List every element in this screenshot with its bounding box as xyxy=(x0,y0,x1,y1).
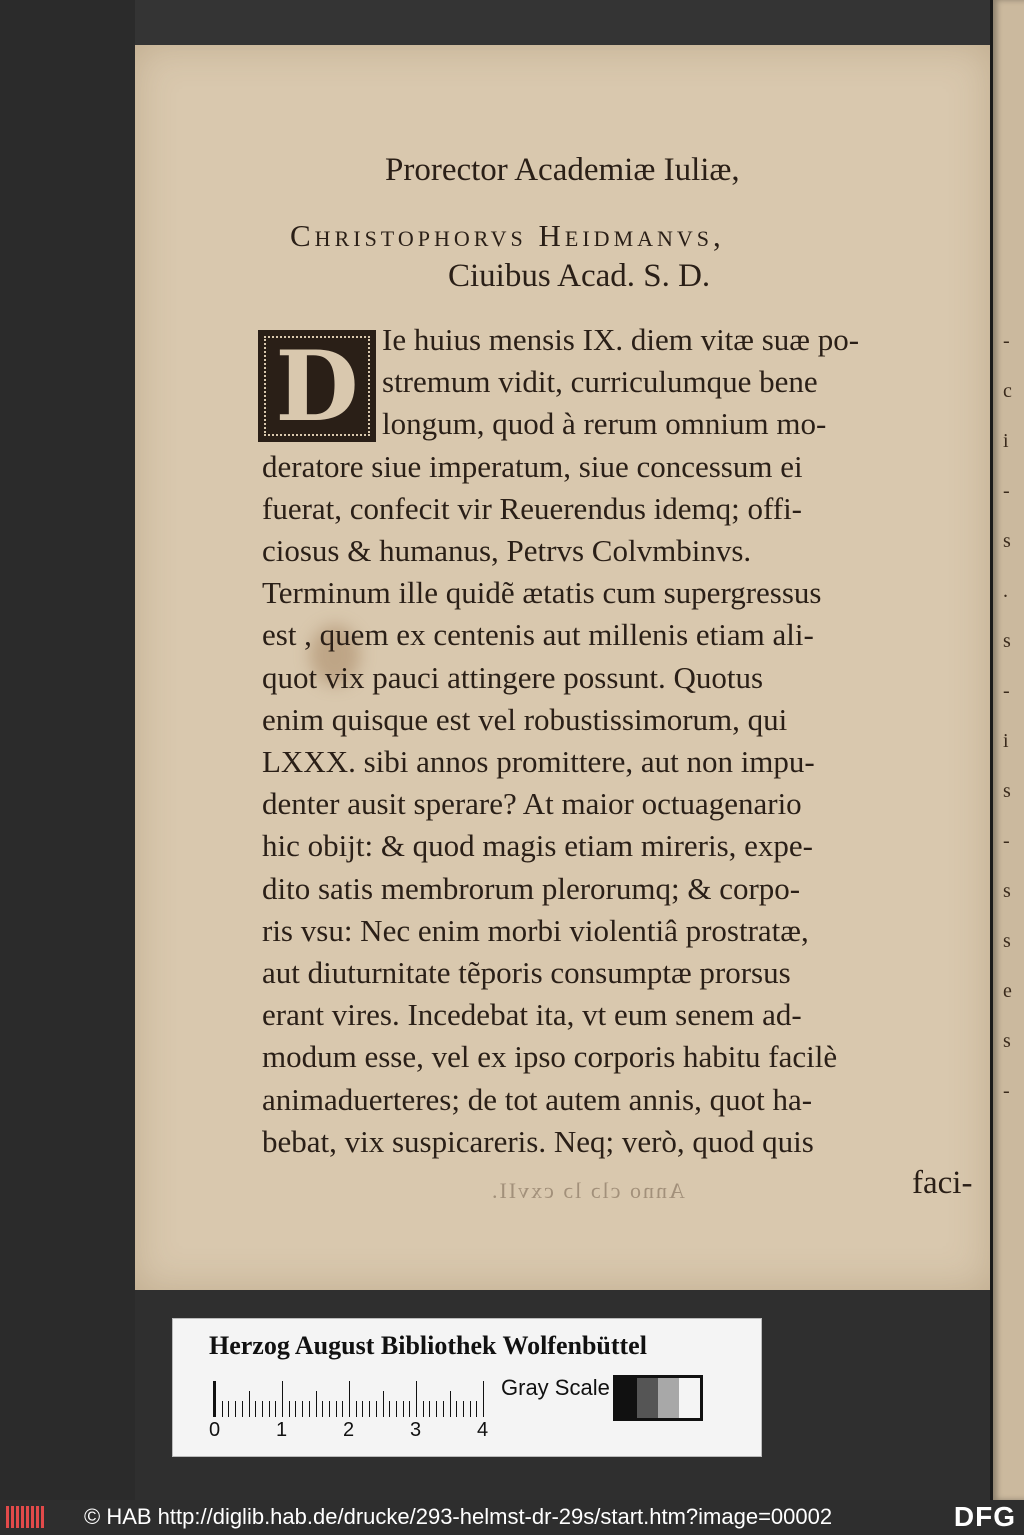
scale-tick xyxy=(349,1381,350,1417)
scale-tick xyxy=(222,1401,223,1417)
text-line: bebat, vix suspicareris. Neq; verò, quod quis xyxy=(262,1123,814,1159)
scale-tick xyxy=(409,1401,410,1417)
scale-tick xyxy=(403,1401,404,1417)
scale-number: 1 xyxy=(276,1419,288,1441)
facing-page-letter: c xyxy=(1003,380,1012,402)
scale-tick xyxy=(282,1381,283,1417)
scale-tick xyxy=(329,1401,330,1417)
drop-cap-initial: D xyxy=(258,330,376,442)
text-line: deratore siue imperatum, siue concessum ei xyxy=(262,448,803,484)
scale-tick xyxy=(476,1401,477,1417)
scale-tick xyxy=(483,1381,484,1417)
text-line: LXXX. sibi annos promittere, aut non impu- xyxy=(262,744,815,779)
scale-tick xyxy=(436,1401,437,1417)
scale-tick xyxy=(242,1401,243,1417)
facing-page-letter: - xyxy=(1003,330,1010,352)
facing-page-letter: s xyxy=(1003,530,1011,552)
scale-number: 4 xyxy=(477,1419,489,1441)
scan-background-left xyxy=(0,0,135,1500)
scale-tick xyxy=(429,1401,430,1417)
text-line: enim quisque est vel robustissimorum, qui xyxy=(262,701,788,737)
facing-page-letter: s xyxy=(1003,780,1011,802)
facing-page-letter: i xyxy=(1003,730,1009,752)
facing-page-edge xyxy=(990,0,1024,1500)
scale-tick xyxy=(302,1401,303,1417)
scale-tick xyxy=(295,1401,296,1417)
hab-logo-icon xyxy=(6,1506,44,1528)
color-scale-ruler xyxy=(172,1318,762,1457)
scale-tick xyxy=(249,1391,250,1417)
facing-page-letter: - xyxy=(1003,680,1010,702)
scale-tick xyxy=(362,1401,363,1417)
scale-tick xyxy=(369,1401,370,1417)
scale-tick xyxy=(342,1401,343,1417)
scale-number: 2 xyxy=(343,1419,355,1441)
scale-tick xyxy=(416,1381,417,1417)
text-line: Ie huius mensis IX. diem vitæ suæ po- xyxy=(382,322,860,357)
text-line: Terminum ille quidẽ ætatis cum supergressus xyxy=(262,575,822,611)
scale-tick xyxy=(456,1401,457,1417)
scale-tick xyxy=(383,1391,384,1417)
scale-tick xyxy=(450,1391,451,1417)
scale-tick xyxy=(470,1401,471,1417)
scale-tick xyxy=(316,1391,317,1417)
copyright-link[interactable]: © HAB http://diglib.hab.de/drucke/293-helmst-dr-29s/start.htm?image=00002 xyxy=(84,1504,833,1529)
text-line: longum, quod à rerum omnium mo- xyxy=(382,406,827,442)
scale-tick xyxy=(255,1401,256,1417)
scale-tick xyxy=(356,1401,357,1417)
scale-tick xyxy=(269,1401,270,1417)
heading-prorector: Prorector Academiæ Iuliæ, xyxy=(385,152,740,188)
viewer-footer xyxy=(0,1500,1024,1535)
show-through-text: Anno clɔ lɔ cxvII. xyxy=(490,1178,685,1203)
gray-swatch xyxy=(658,1378,679,1418)
scale-tick xyxy=(262,1401,263,1417)
scale-tick xyxy=(235,1401,236,1417)
text-line: ris vsu: Nec enim morbi violentiâ prostratæ, xyxy=(262,912,809,948)
library-name: Herzog August Bibliothek Wolfenbüttel xyxy=(209,1331,647,1360)
scale-tick xyxy=(396,1401,397,1417)
scale-number: 3 xyxy=(410,1419,422,1441)
scale-tick xyxy=(443,1401,444,1417)
scale-tick xyxy=(463,1401,464,1417)
catchword: faci- xyxy=(912,1165,973,1201)
text-line: aut diuturnitate tẽporis consumptæ prorsus xyxy=(262,955,791,990)
scale-tick xyxy=(275,1401,276,1417)
cm-scale xyxy=(213,1381,490,1417)
dfg-logo: DFG xyxy=(953,1501,1016,1532)
facing-page-letter: i xyxy=(1003,430,1009,452)
text-line: est , quem ex centenis aut millenis etiam ali- xyxy=(262,617,814,653)
facing-page-letter: - xyxy=(1003,1080,1010,1102)
facing-page-letter: s xyxy=(1003,880,1011,902)
heading-author: Christophorvs Heidmanvs, xyxy=(290,218,725,253)
scale-tick xyxy=(376,1401,377,1417)
text-line: denter ausit sperare? At maior octuagenario xyxy=(262,786,802,822)
text-line: erant vires. Incedebat ita, vt eum senem ad- xyxy=(262,997,802,1033)
facing-page-letter: s xyxy=(1003,1030,1011,1052)
scale-tick xyxy=(322,1401,323,1417)
text-line: ciosus & humanus, Petrvs Colvmbinvs. xyxy=(262,533,752,568)
text-line: quot vix pauci attingere possunt. Quotus xyxy=(262,659,764,695)
facing-page-letter: s xyxy=(1003,930,1011,952)
facing-page-letter: e xyxy=(1003,980,1012,1002)
text-line: modum esse, vel ex ipso corporis habitu facilè xyxy=(262,1039,838,1075)
gray-swatch xyxy=(637,1378,658,1418)
facing-page-letter: . xyxy=(1003,580,1008,602)
scale-tick xyxy=(309,1401,310,1417)
facing-page-letter: s xyxy=(1003,630,1011,652)
gray-scale-swatches xyxy=(613,1375,703,1421)
scale-tick xyxy=(423,1401,424,1417)
heading-salutation: Ciuibus Acad. S. D. xyxy=(448,258,711,294)
facing-page-letter: - xyxy=(1003,830,1010,852)
scale-tick xyxy=(228,1401,229,1417)
gray-swatch xyxy=(679,1378,700,1418)
text-line: dito satis membrorum plerorumq; & corpo- xyxy=(262,870,801,906)
gray-scale-label: Gray Scale xyxy=(501,1375,610,1400)
text-line: animaduerteres; de tot autem annis, quot ha- xyxy=(262,1081,813,1117)
text-line: fuerat, confecit vir Reuerendus idemq; offi- xyxy=(262,490,803,526)
scale-tick xyxy=(289,1401,290,1417)
scale-tick xyxy=(336,1401,337,1417)
scale-number: 0 xyxy=(209,1419,221,1441)
scale-tick xyxy=(389,1401,390,1417)
scale-tick xyxy=(215,1381,216,1417)
text-line: hic obijt: & quod magis etiam mireris, expe- xyxy=(262,828,813,864)
gray-swatch xyxy=(616,1378,637,1418)
facing-page-letter: - xyxy=(1003,480,1010,502)
text-line: stremum vidit, curriculumque bene xyxy=(382,364,818,400)
